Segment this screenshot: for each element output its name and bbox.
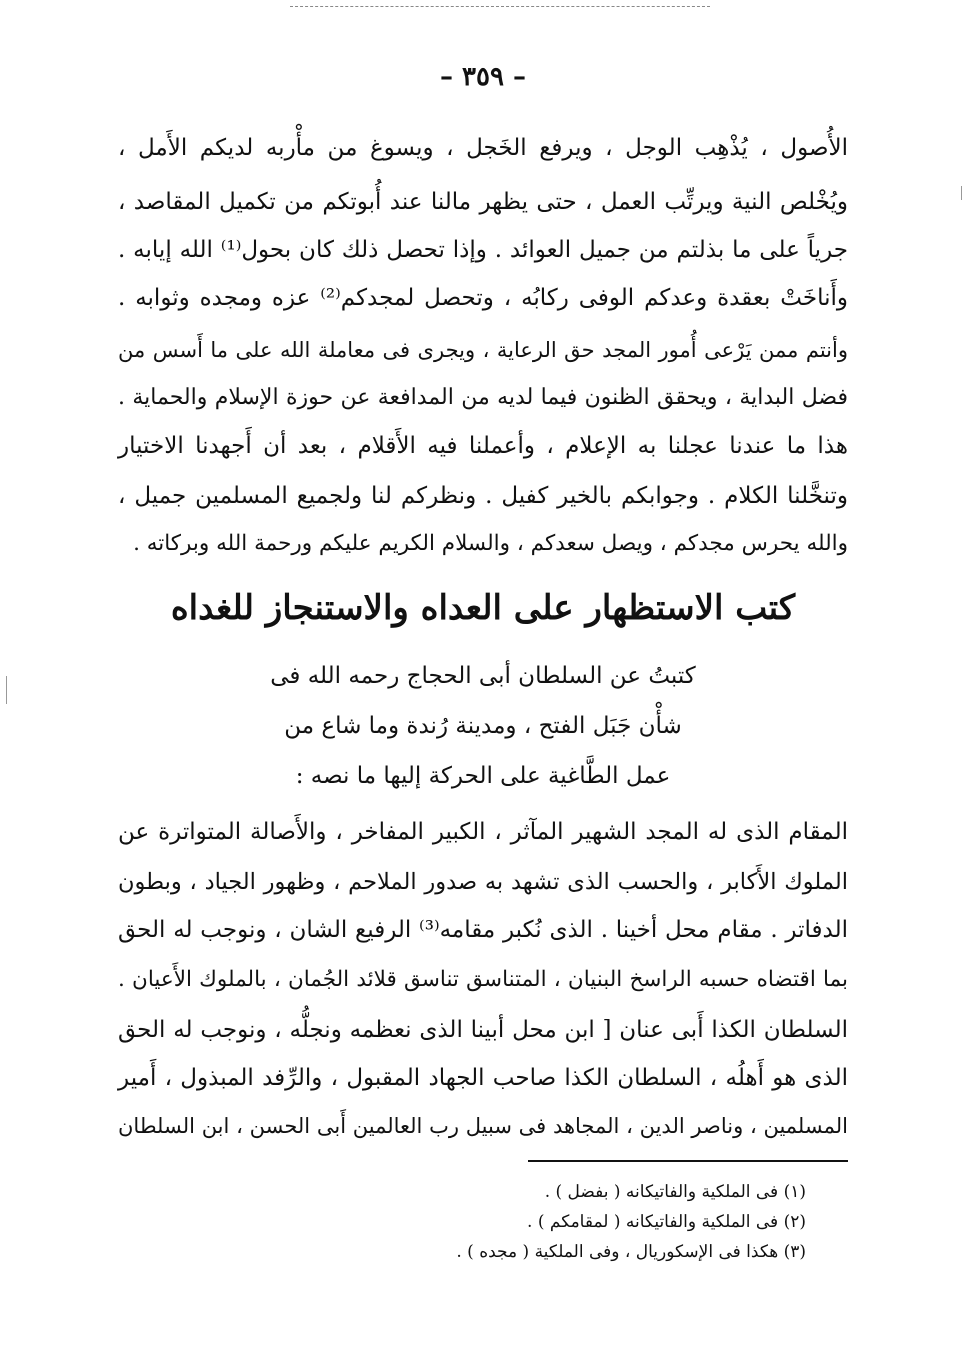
footnote: (٢) فى الملكية والفاتيكانه ( لمقامكم ) . xyxy=(527,1212,806,1232)
body-line: ويُخْلص النية ويرتِّب العمل ، حتى يظهر مالنا عند أُبوتكم من تكميل المقاصد ، xyxy=(118,189,848,215)
top-edge-rule xyxy=(290,0,710,7)
body-line: جرياً على ما بذلتم من جميل العوائد . وإذا تحصل ذلك كان بحول⁽¹⁾ الله إيابه . xyxy=(118,237,848,263)
letter-line: الملوك الأَكابر ، والحسب الذى تشهد به صدور الملاحم ، وظهور الجياد ، وبطون xyxy=(118,869,848,895)
body-line: وأَناخَتْ بعقدة وعدكم الوفى ركابُه ، وتحصل لمجدكم⁽²⁾ عزه ومجده وثوابه . xyxy=(118,285,848,311)
letter-line: الذى هو أَهلُه ، السلطان الكذا صاحب الجهاد المقبول ، والرِّفد المبذول ، أَمير xyxy=(118,1065,848,1091)
body-line: فضل البداية ، ويحقق الظنون فيما لديه من المدافعة عن حوزة الإسلام والحماية . xyxy=(118,385,848,410)
letter-line: بما اقتضاه حسبه الراسخ البنيان ، المتناسق تناسق قلائد الجُمان ، بالملوك الأَعيان . xyxy=(118,967,848,992)
body-line: والله يحرس مجدكم ، ويصل سعدكم ، والسلام الكريم عليكم ورحمة الله وبركاته . xyxy=(133,531,848,556)
letter-line: المقام الذى له المجد الشهير المآثر ، الكبير المفاخر ، والأَصالة المتواترة عن xyxy=(118,819,848,845)
intro-line: كتبتُ عن السلطان أبى الحجاج رحمه الله فى xyxy=(270,663,696,689)
footnote: (٣) هكذا فى الإسكوريال ، وفى الملكية ( مجده ) . xyxy=(456,1242,806,1262)
letter-line: المسلمين ، وناصر الدين ، المجاهد فى سبيل رب العالمين أَبى الحسن ، ابن السلطان xyxy=(118,1114,848,1138)
margin-tick xyxy=(961,186,962,200)
body-line: الأُصول ، يُذْهِب الوجل ، ويرفع الخَجل ، ويسوغ من مأْربه لديكم الأَمل ، xyxy=(118,135,848,161)
section-heading: كتب الاستظهار على العداه والاستنجاز للغداه xyxy=(170,588,796,628)
letter-line: الدفاتر . مقام محل أخينا . الذى نُكبر مقامه⁽³⁾ الرفيع الشان ، ونوجب له الحق xyxy=(118,917,848,943)
intro-line: شأْن جَبَل الفتح ، ومدينة رُندة وما شاع من xyxy=(284,713,682,739)
body-line: وتنخَّلنا الكلام . وجوابكم بالخير كفيل . ونظركم لنا ولجميع المسلمين جميل ، xyxy=(118,483,848,509)
footnote: (١) فى الملكية والفاتيكانه ( بفضل ) . xyxy=(544,1182,806,1202)
footnote-separator xyxy=(528,1160,848,1162)
intro-line: عمل الطَّاغية على الحركة إليها ما نصه : xyxy=(295,763,671,789)
body-line: هذا ما عندنا عجلنا به الإعلام ، وأعملنا فيه الأَقلام ، بعد أن أَجهدنا الاختيار xyxy=(118,433,848,459)
body-line: وأنتم ممن يَرْعى أُمور المجد حق الرعاية ، ويجرى فى معاملة الله على ما أَسس من xyxy=(118,338,848,362)
page-number: – ٣٥٩ – xyxy=(439,62,527,92)
letter-line: السلطان الكذا أَبى عنان [ ابن محل أبينا الذى نعظمه ونجلُّه ، ونوجب له الحق xyxy=(118,1017,848,1043)
